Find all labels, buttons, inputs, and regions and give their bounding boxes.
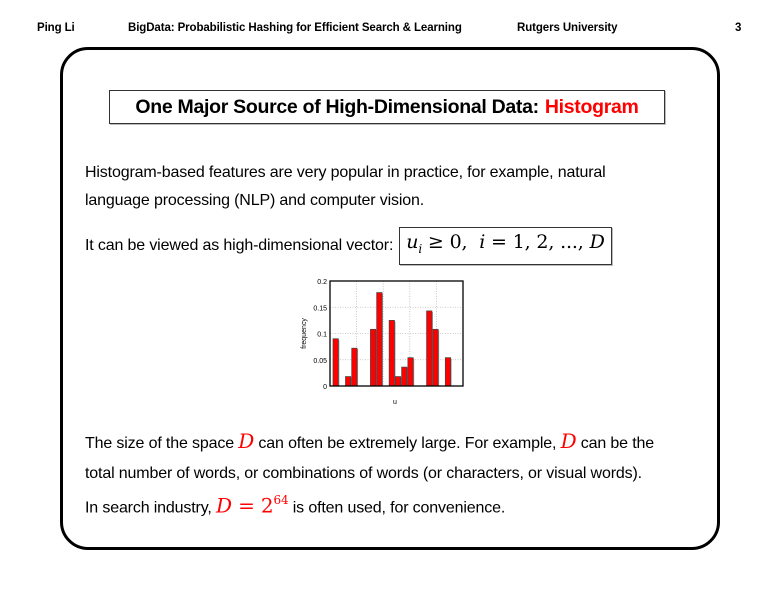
slide-title	[109, 90, 665, 124]
math-D: D	[238, 429, 255, 453]
vector-formula-box	[399, 227, 611, 265]
histogram-bar	[408, 358, 413, 386]
page-number: 3	[735, 22, 742, 34]
header-institution: Rutgers University	[517, 22, 618, 34]
header-title: BigData: Probabilistic Hashing for Efficient Search & Learning	[128, 22, 462, 34]
y-axis-label: frequency	[301, 318, 308, 349]
histogram-bar	[395, 377, 400, 386]
p3-text-b: can often be extremely large. For example,	[254, 435, 561, 452]
paragraph-space-line3	[85, 488, 654, 523]
x-axis-label: u	[393, 399, 397, 406]
histogram-bar	[370, 329, 375, 386]
y-tick-label: 0.2	[317, 279, 327, 286]
paragraph-intro-line2: language processing (NLP) and computer vision.	[85, 192, 425, 209]
p3-text-c: can be the	[576, 435, 654, 452]
formula-sub: i	[418, 241, 423, 256]
header-author: Ping Li	[37, 22, 75, 34]
histogram-svg	[290, 274, 480, 409]
y-tick-label: 0.1	[317, 331, 327, 339]
histogram-bar	[402, 367, 407, 386]
p3-text-e: is often used, for convenience.	[288, 499, 506, 517]
histogram-bar	[345, 377, 350, 386]
formula-rel: ≥ 0,	[422, 231, 480, 253]
histogram-bar	[352, 348, 357, 386]
histogram-bar	[445, 358, 450, 386]
formula-idx: i	[479, 231, 486, 253]
formula-var: u	[406, 231, 419, 253]
histogram-bar	[333, 339, 338, 386]
histogram-bar	[377, 293, 382, 386]
paragraph-space-line2: total number of words, or combinations of words (or characters, or visual words).	[85, 464, 642, 482]
math-D: D	[560, 429, 577, 453]
paragraph-vector	[85, 227, 612, 265]
math-eq-base: = 2	[231, 493, 274, 518]
math-eq-exp: 64	[273, 493, 289, 507]
y-tick-label: 0.05	[313, 357, 327, 365]
formula-D: D	[589, 231, 605, 253]
histogram-bar	[389, 320, 394, 386]
slide-title-main: One Major Source of High-Dimensional Data:	[135, 95, 539, 118]
p3-text-d: In search industry,	[85, 499, 216, 517]
paragraph-space-line1	[85, 427, 654, 459]
p3-text-a: The size of the space	[85, 435, 239, 452]
paragraph-intro-line1: Histogram-based features are very popular in practice, for example, natural	[85, 164, 606, 181]
histogram-chart	[290, 274, 480, 409]
paragraph-intro	[85, 159, 606, 215]
math-D: D	[216, 493, 232, 518]
y-tick-label: 0.15	[313, 305, 327, 313]
paragraph-vector-text: It can be viewed as high-dimensional vector:	[85, 236, 394, 254]
y-tick-label: 0	[323, 384, 327, 391]
histogram-bar	[433, 329, 438, 386]
slide-title-accent: Histogram	[544, 95, 639, 118]
paragraph-space-size	[85, 427, 654, 523]
histogram-bar	[427, 311, 432, 386]
formula-rest: = 1, 2, ...,	[485, 231, 590, 253]
